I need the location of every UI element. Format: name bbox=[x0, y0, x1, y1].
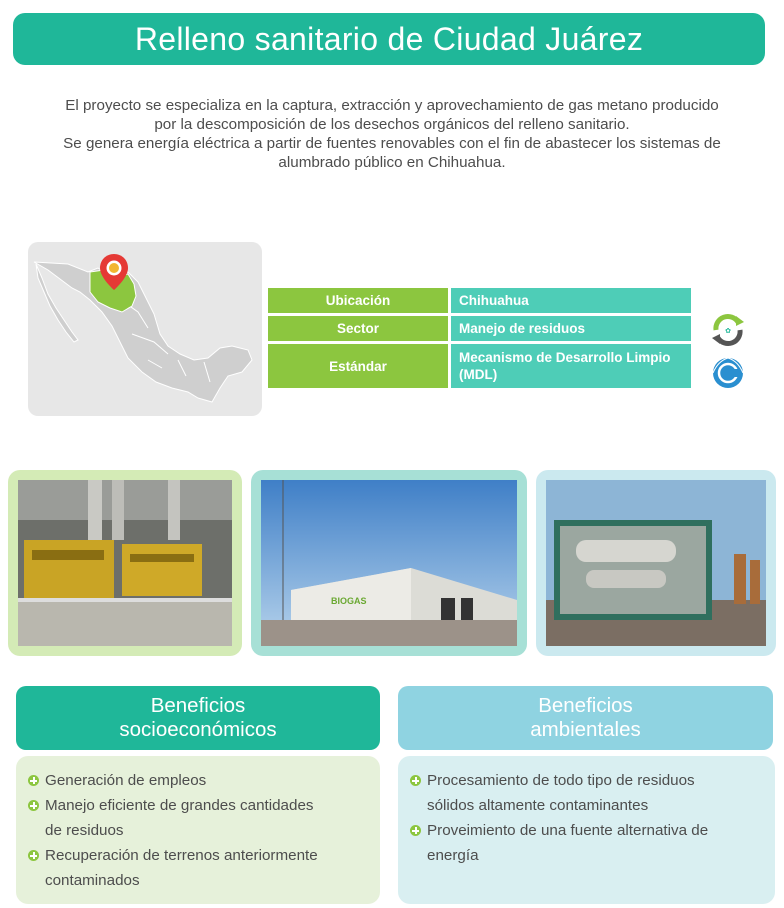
list-item bbox=[28, 843, 366, 893]
generator-engines-photo bbox=[18, 480, 232, 646]
mexico-map-icon bbox=[28, 242, 262, 416]
plus-circle-icon bbox=[28, 800, 39, 811]
photo-frame-generators bbox=[8, 470, 242, 656]
socioeconomic-title-line-1: Beneficios bbox=[150, 694, 246, 717]
intro-line-2: por la descomposición de los desechos orgánicos del relleno sanitario. bbox=[154, 116, 630, 133]
plus-circle-icon bbox=[410, 825, 421, 836]
photo-frame-gas-plant bbox=[536, 470, 776, 656]
plus-circle-icon bbox=[28, 850, 39, 861]
list-item bbox=[410, 818, 761, 868]
info-row-sector bbox=[268, 316, 692, 341]
plus-circle-icon bbox=[28, 775, 39, 786]
info-row-standard bbox=[268, 344, 692, 388]
info-value bbox=[451, 344, 691, 388]
socioeconomic-benefits-list bbox=[16, 756, 380, 904]
list-item-line: Generación de empleos bbox=[45, 772, 207, 789]
info-value-line: (MDL) bbox=[459, 367, 498, 382]
list-item bbox=[410, 768, 761, 818]
list-item-line: Proveimiento de una fuente alternativa de bbox=[427, 822, 709, 839]
page-title-text: Relleno sanitario de Ciudad Juárez bbox=[134, 20, 644, 57]
biogas-building-photo bbox=[261, 480, 517, 646]
biogas-sign: BIOGAS bbox=[331, 596, 367, 606]
plus-circle-icon bbox=[410, 775, 421, 786]
info-value-line: Mecanismo de Desarrollo Limpio bbox=[459, 350, 671, 365]
mexico-map bbox=[28, 242, 262, 416]
list-item-line: Manejo eficiente de grandes cantidades bbox=[45, 797, 314, 814]
intro-paragraph bbox=[20, 96, 764, 172]
environmental-benefits-list bbox=[398, 756, 775, 904]
info-row-location bbox=[268, 288, 692, 313]
svg-text:✿: ✿ bbox=[725, 327, 731, 335]
info-label: Sector bbox=[268, 316, 448, 341]
info-label: Estándar bbox=[268, 344, 448, 388]
intro-line-1: El proyecto se especializa en la captura, extracción y aprovechamiento de gas metano producido bbox=[65, 97, 719, 114]
page-title bbox=[13, 13, 765, 65]
standard-icons bbox=[708, 312, 752, 396]
environmental-title-line-2: ambientales bbox=[530, 718, 641, 741]
unfccc-logo-icon bbox=[708, 355, 748, 391]
list-item-line: contaminados bbox=[45, 872, 140, 889]
gas-processing-plant-photo bbox=[546, 480, 766, 646]
list-item-line: energía bbox=[427, 847, 479, 864]
list-item bbox=[28, 768, 366, 793]
photo-frame-biogas-building bbox=[251, 470, 527, 656]
recycle-cycle-icon bbox=[708, 312, 748, 348]
list-item-line: de residuos bbox=[45, 822, 124, 839]
list-item bbox=[28, 793, 366, 843]
socioeconomic-title-line-2: socioeconómicos bbox=[119, 718, 277, 741]
intro-line-3: Se genera energía eléctrica a partir de fuentes renovables con el fin de abastecer los sistemas de bbox=[63, 135, 721, 152]
info-value: Chihuahua bbox=[451, 288, 691, 313]
project-info-table bbox=[268, 288, 692, 391]
list-item-line: Procesamiento de todo tipo de residuos bbox=[427, 772, 695, 789]
environmental-benefits-header bbox=[398, 686, 773, 750]
info-label: Ubicación bbox=[268, 288, 448, 313]
socioeconomic-benefits-header bbox=[16, 686, 380, 750]
list-item-line: Recuperación de terrenos anteriormente bbox=[45, 847, 318, 864]
list-item-line: sólidos altamente contaminantes bbox=[427, 797, 649, 814]
intro-line-4: alumbrado público en Chihuahua. bbox=[278, 154, 506, 171]
info-value: Manejo de residuos bbox=[451, 316, 691, 341]
environmental-title-line-1: Beneficios bbox=[538, 694, 633, 717]
